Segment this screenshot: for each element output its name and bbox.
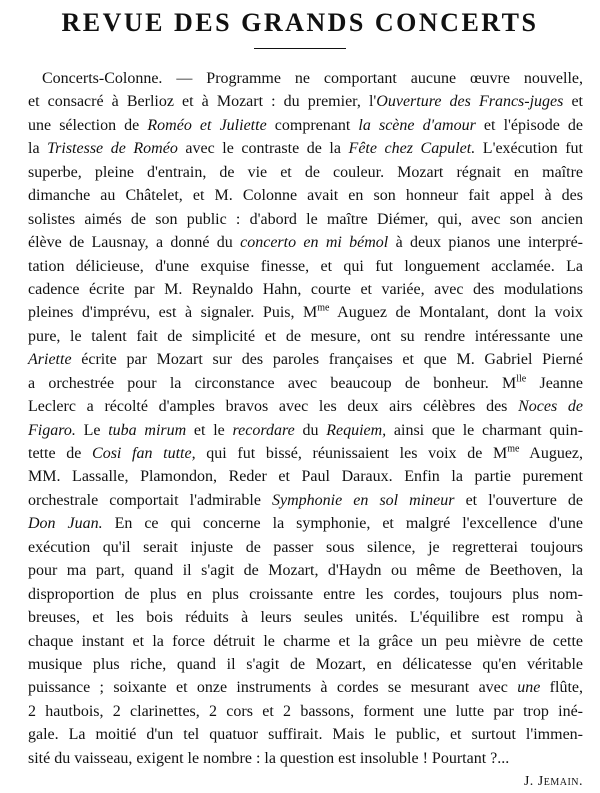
text-segment: Auguez de Montalant, dont la voix: [329, 304, 583, 322]
text-line: [28, 137, 583, 160]
italic-title: Fête chez Capulet.: [348, 140, 476, 158]
text-segment: du: [294, 421, 327, 439]
italic-title: Roméo et Juliette: [147, 116, 267, 134]
text-segment: élève de Lausnay, a donné du: [28, 234, 241, 252]
italic-title: Tristesse de Roméo: [47, 140, 178, 158]
italic-title: Cosi fan tutte,: [92, 445, 196, 462]
text-segment: solistes aimés de son public : d'abord le maître Diémer, qui, avec son ancien: [28, 210, 583, 228]
text-line: [28, 630, 583, 653]
text-line: [28, 419, 583, 442]
text-segment: 2 hautbois, 2 clarinettes, 2 cors et 2 bassons, forment une lutte par trop iné-: [28, 702, 583, 720]
text-segment: exécution qu'il serait injuste de passer sous silence, je regretterai toujours: [28, 538, 583, 556]
text-segment: et le: [186, 421, 233, 439]
text-segment: pure, le talent fait de simplicité et de mesure, ont su rendre intéressante une: [28, 327, 583, 345]
text-line: [28, 278, 583, 301]
text-line: [28, 231, 583, 254]
text-segment: qui fut bissé, réunissaient les voix de M: [195, 445, 508, 462]
text-segment: disproportion de plus en plus croissante entre les cordes, toujours plus nom-: [28, 585, 583, 603]
text-segment: comprenant: [266, 116, 359, 134]
text-line: [28, 512, 583, 535]
text-line: [28, 747, 583, 770]
text-segment: et: [563, 93, 584, 111]
text-line: [28, 723, 583, 746]
text-segment: puissance ; soixante et onze instruments à cordes se mesurant avec: [28, 679, 518, 697]
text-line: [28, 559, 583, 582]
text-line: [28, 114, 583, 137]
article-body: [0, 67, 600, 770]
text-line: [28, 255, 583, 278]
text-segment: et consacré à Berlioz et à Mozart : du premier, l': [28, 93, 377, 111]
text-segment: ainsi que le charmant quin-: [386, 421, 584, 439]
text-line: [28, 583, 583, 606]
text-line: [28, 325, 583, 348]
text-line: [28, 301, 583, 324]
text-segment: superbe, pleine d'entrain, de vie et de couleur. Mozart régnait en maître: [28, 163, 583, 181]
italic-title: une: [517, 679, 541, 697]
italic-title: Symphonie en sol mineur: [272, 491, 455, 509]
text-segment: et l'épisode de: [475, 116, 584, 134]
text-segment: musique plus riche, quand il s'agit de Mozart, en délicatesse qu'en véritable: [28, 655, 583, 673]
text-segment: dimanche au Châtelet, et M. Colonne avait en son honneur fait appel à des: [28, 187, 583, 205]
text-segment: écrite par Mozart sur des paroles françaises et que M. Gabriel Pierné: [71, 351, 583, 369]
text-segment: chaque instant et la force détruit le charme et la grâce un peu mièvre de cette: [28, 632, 583, 650]
text-segment: sité du vaisseau, exigent le nombre : la question est insoluble ! Pourtant ?...: [28, 749, 510, 767]
italic-title: Ouverture des Francs-juges: [376, 93, 564, 111]
superscript-abbrev: me: [317, 303, 330, 315]
text-segment: Jeanne: [526, 374, 583, 392]
author-signature: [0, 770, 600, 793]
text-line: [28, 606, 583, 629]
page-title: REVUE DES GRANDS CONCERTS: [61, 8, 539, 37]
text-line: [28, 536, 583, 559]
text-segment: tation délicieuse, d'une exquise finesse, et qui fut longuement acclamée. La: [28, 257, 583, 275]
text-line: [28, 90, 583, 113]
text-line: [28, 442, 583, 465]
text-line: [28, 184, 583, 207]
text-segment: cadence écrite par M. Reynaldo Hahn, courte et variée, avec des modulations: [28, 280, 583, 298]
italic-title: Figaro.: [28, 421, 76, 439]
superscript-abbrev: lle: [516, 373, 527, 385]
text-line: [28, 676, 583, 699]
italic-title: concerto en mi bémol: [240, 234, 389, 252]
text-line: [28, 465, 583, 488]
text-segment: Concerts-Colonne. — Programme ne comportant aucune œuvre nouvelle,: [42, 70, 583, 87]
text-line: [28, 161, 583, 184]
italic-title: recordare: [232, 421, 295, 439]
text-segment: flûte,: [540, 679, 583, 697]
superscript-abbrev: me: [507, 443, 520, 455]
text-segment: a orchestrée pour la circonstance avec beaucoup de bonheur. M: [28, 374, 517, 392]
text-line: [28, 208, 583, 231]
text-segment: tette de: [28, 445, 93, 462]
text-line: [28, 700, 583, 723]
signature-text: J. Jemain.: [523, 774, 583, 790]
text-segment: et l'ouverture de: [454, 491, 584, 509]
text-segment: avec le contraste de la: [177, 140, 349, 158]
text-segment: En ce qui concerne la symphonie, et malgré l'excellence d'une: [102, 515, 584, 533]
text-line: [28, 348, 583, 371]
italic-title: tuba mirum: [108, 421, 187, 439]
text-segment: MM. Lassalle, Plamondon, Reder et Paul Daraux. Enfin la partie purement: [28, 468, 583, 486]
text-segment: Auguez,: [519, 445, 584, 462]
italic-title: Noces de: [518, 398, 584, 416]
title-divider: [254, 48, 346, 49]
text-segment: à deux pianos une interpré-: [388, 234, 584, 252]
italic-title: Ariette: [28, 351, 72, 369]
text-segment: la: [28, 140, 48, 158]
italic-title: Requiem,: [326, 421, 387, 439]
text-line: [28, 67, 583, 90]
text-segment: gale. La moitié d'un tel quatuor suffirait. Mais le public, et surtout l'immen-: [28, 726, 583, 744]
text-line: [28, 489, 583, 512]
text-segment: orchestrale comportait l'admirable: [28, 491, 272, 509]
text-segment: pleines d'imprévu, est à signaler. Puis, M: [28, 304, 318, 322]
text-line: [28, 395, 583, 418]
text-line: [28, 372, 583, 395]
text-line: [28, 653, 583, 676]
text-segment: une sélection de: [28, 116, 148, 134]
italic-title: la scène d'amour: [358, 116, 476, 134]
text-segment: breuses, et les bois réduits à leurs seules unités. L'équilibre est rompu à: [28, 609, 583, 627]
text-segment: Le: [75, 421, 109, 439]
text-segment: Leclerc a récolté d'amples bravos avec les deux airs célèbres des: [28, 398, 519, 416]
text-segment: L'exécution fut: [475, 140, 583, 158]
text-segment: pour ma part, quand il s'agit de Mozart, d'Haydn ou même de Beethoven, la: [28, 562, 583, 580]
italic-title: Don Juan.: [28, 515, 103, 533]
